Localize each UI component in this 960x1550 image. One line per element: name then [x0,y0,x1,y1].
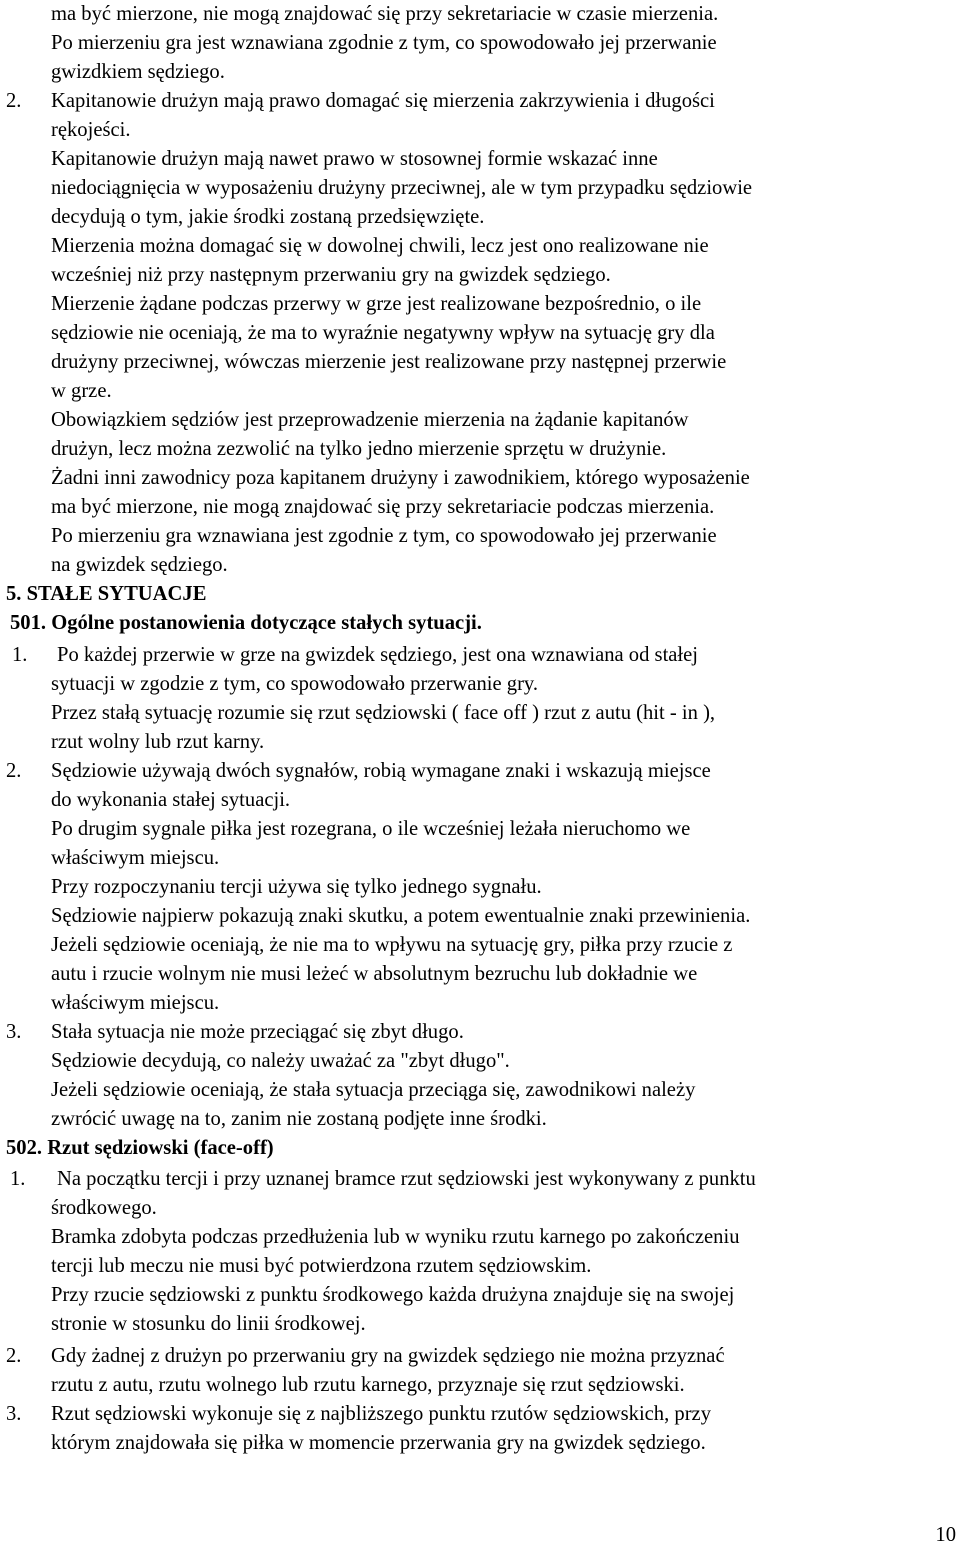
list-number: 3. [6,1403,22,1425]
body-line: drużyny przeciwnej, wówczas mierzenie jest realizowane przy następnej przerwie [51,351,727,373]
body-line: Kapitanowie drużyn mają prawo domagać się mierzenia zakrzywienia i długości [51,90,715,112]
body-line: wcześniej niż przy następnym przerwaniu gry na gwizdek sędziego. [51,264,611,286]
body-line: Kapitanowie drużyn mają nawet prawo w stosownej formie wskazać inne [51,148,658,170]
body-line: Mierzenie żądane podczas przerwy w grze jest realizowane bezpośrednio, o ile [51,293,702,315]
body-line: Przy rzucie sędziowski z punktu środkowego każda drużyna znajduje się na swojej [51,1284,735,1306]
list-number: 1. [12,644,28,666]
body-line: właściwym miejscu. [51,847,220,869]
body-line: Po drugim sygnale piłka jest rozegrana, o ile wcześniej leżała nieruchomo we [51,818,691,840]
body-line: Mierzenia można domagać się w dowolnej chwili, lecz jest ono realizowane nie [51,235,709,257]
list-number: 2. [6,1345,22,1367]
body-line: Jeżeli sędziowie oceniają, że nie ma to wpływu na sytuację gry, piłka przy rzucie z [51,934,733,956]
body-line: w grze. [51,380,112,402]
body-line: środkowego. [51,1197,157,1219]
body-line: na gwizdek sędziego. [51,554,228,576]
body-line: Bramka zdobyta podczas przedłużenia lub w wyniku rzutu karnego po zakończeniu [51,1226,740,1248]
body-line: Na początku tercji i przy uznanej bramce rzut sędziowski jest wykonywany z punktu [57,1168,756,1190]
section-heading: 5. STAŁE SYTUACJE [6,583,207,605]
body-line: rzutu z autu, rzutu wolnego lub rzutu karnego, przyznaje się rzut sędziowski. [51,1374,685,1396]
body-line: stronie w stosunku do linii środkowej. [51,1313,366,1335]
body-line: Gdy żadnej z drużyn po przerwaniu gry na gwizdek sędziego nie można przyznać [51,1345,725,1367]
body-line: rzut wolny lub rzut karny. [51,731,265,753]
subsection-heading: 501. Ogólne postanowienia dotyczące stałych sytuacji. [10,612,482,634]
body-line: Stała sytuacja nie może przeciągać się zbyt długo. [51,1021,464,1043]
body-line: autu i rzucie wolnym nie musi leżeć w absolutnym bezruchu lub dokładnie we [51,963,698,985]
subsection-heading: 502. Rzut sędziowski (face-off) [6,1137,274,1159]
body-line: sytuacji w zgodzie z tym, co spowodowało przerwanie gry. [51,673,539,695]
body-line: Po mierzeniu gra jest wznawiana zgodnie z tym, co spowodowało jej przerwanie [51,32,717,54]
body-line: ma być mierzone, nie mogą znajdować się przy sekretariacie podczas mierzenia. [51,496,715,518]
body-line: Jeżeli sędziowie oceniają, że stała sytuacja przeciąga się, zawodnikowi należy [51,1079,696,1101]
body-line: Żadni inni zawodnicy poza kapitanem drużyny i zawodnikiem, którego wyposażenie [51,467,750,489]
body-line: ma być mierzone, nie mogą znajdować się przy sekretariacie w czasie mierzenia. [51,3,719,25]
body-line: rękojeści. [51,119,131,141]
body-line: drużyn, lecz można zezwolić na tylko jedno mierzenie sprzętu w drużynie. [51,438,667,460]
list-number: 2. [6,90,22,112]
body-line: Przy rozpoczynaniu tercji używa się tylko jednego sygnału. [51,876,542,898]
list-number: 3. [6,1021,22,1043]
body-line: Sędziowie używają dwóch sygnałów, robią wymagane znaki i wskazują miejsce [51,760,711,782]
body-line: decydują o tym, jakie środki zostaną przedsięwzięte. [51,206,485,228]
body-line: właściwym miejscu. [51,992,220,1014]
list-number: 2. [6,760,22,782]
body-line: Sędziowie decydują, co należy uważać za "zbyt długo". [51,1050,510,1072]
body-line: tercji lub meczu nie musi być potwierdzona rzutem sędziowskim. [51,1255,592,1277]
body-line: Przez stałą sytuację rozumie się rzut sędziowski ( face off ) rzut z autu (hit - in ), [51,702,716,724]
body-line: Sędziowie najpierw pokazują znaki skutku, a potem ewentualnie znaki przewinienia. [51,905,751,927]
body-line: gwizdkiem sędziego. [51,61,225,83]
body-line: Rzut sędziowski wykonuje się z najbliższego punktu rzutów sędziowskich, przy [51,1403,711,1425]
body-line: sędziowie nie oceniają, że ma to wyraźnie negatywny wpływ na sytuację gry dla [51,322,715,344]
body-line: zwrócić uwagę na to, zanim nie zostaną podjęte inne środki. [51,1108,547,1130]
body-line: którym znajdowała się piłka w momencie przerwania gry na gwizdek sędziego. [51,1432,706,1454]
body-line: Obowiązkiem sędziów jest przeprowadzenie mierzenia na żądanie kapitanów [51,409,689,431]
body-line: Po mierzeniu gra wznawiana jest zgodnie z tym, co spowodowało jej przerwanie [51,525,717,547]
body-line: Po każdej przerwie w grze na gwizdek sędziego, jest ona wznawiana od stałej [57,644,699,666]
body-line: niedociągnięcia w wyposażeniu drużyny przeciwnej, ale w tym przypadku sędziowie [51,177,753,199]
list-number: 1. [10,1168,26,1190]
body-line: do wykonania stałej sytuacji. [51,789,291,811]
page-number: 10 [935,1524,956,1546]
